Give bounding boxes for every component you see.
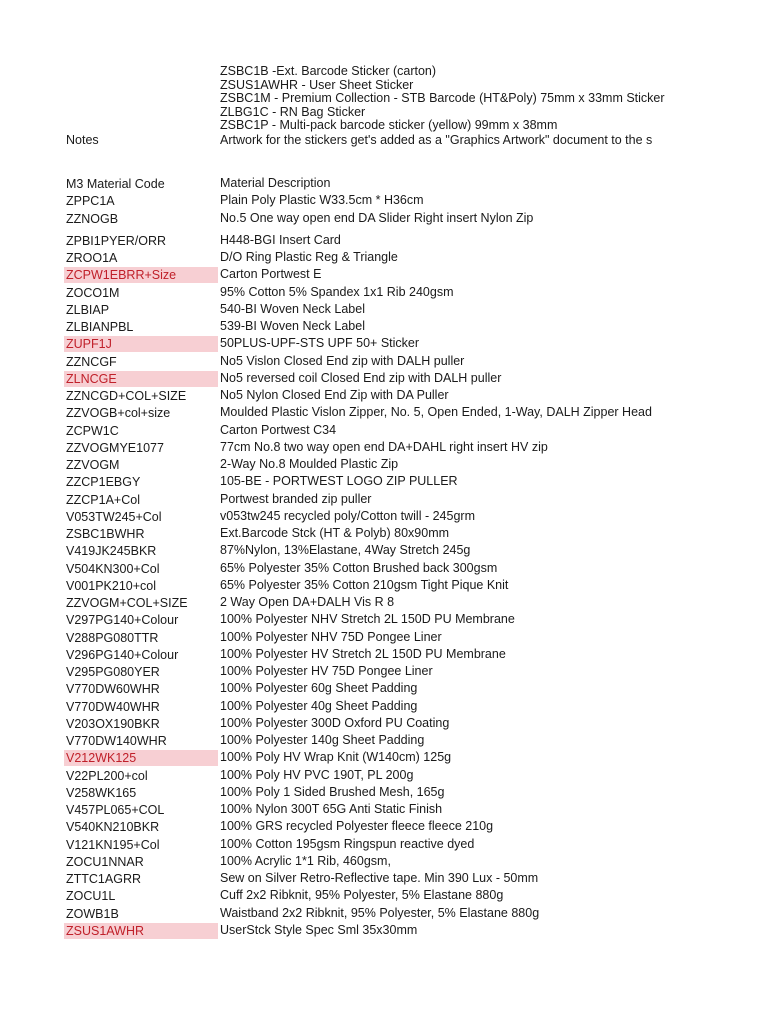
material-code-cell: V540KN210BKR xyxy=(66,820,160,835)
material-description-cell: 539-BI Woven Neck Label xyxy=(220,319,365,333)
material-description-cell: Carton Portwest E xyxy=(220,267,322,282)
material-description-cell: 100% Polyester 300D Oxford PU Coating xyxy=(220,715,450,730)
material-description-cell: 105-BE - PORTWEST LOGO ZIP PULLER xyxy=(220,474,458,489)
material-description-cell: 100% GRS recycled Polyester fleece fleece 210g xyxy=(220,819,494,834)
material-code-cell: V001PK210+col xyxy=(66,578,157,593)
table-row xyxy=(0,836,768,853)
material-description-cell: 100% Polyester 140g Sheet Padding xyxy=(220,733,425,747)
table-row xyxy=(0,542,768,559)
material-description-cell: No5 Vislon Closed End zip with DALH puller xyxy=(220,353,465,368)
material-description-cell: 2 Way Open DA+DALH Vis R 8 xyxy=(220,595,395,609)
material-description-cell: 100% Poly HV PVC 190T, PL 200g xyxy=(220,767,414,782)
sticker-line: ZSBC1M - Premium Collection - STB Barcode (HT&Poly) 75mm x 33mm Sticker xyxy=(220,91,665,105)
material-code-cell: ZZVOGB+col+size xyxy=(66,406,171,421)
material-description-cell: 100% Polyester HV 75D Pongee Liner xyxy=(220,664,433,678)
material-description-cell: Portwest branded zip puller xyxy=(220,491,372,506)
table-row xyxy=(0,801,768,818)
table-row xyxy=(0,370,768,387)
material-code-cell: ZZCP1EBGY xyxy=(66,475,141,490)
material-code-cell: V457PL065+COL xyxy=(66,803,165,817)
material-code-cell: V22PL200+col xyxy=(66,768,148,783)
material-description-cell: H448-BGI Insert Card xyxy=(220,232,341,247)
material-code-cell: ZZNCGD+COL+SIZE xyxy=(66,389,187,403)
material-description-cell: 50PLUS-UPF-STS UPF 50+ Sticker xyxy=(220,336,420,351)
material-code-cell: ZZVOGMYE1077 xyxy=(66,440,164,455)
material-code-cell: V258WK165 xyxy=(66,785,137,800)
material-description-cell: 77cm No.8 two way open end DA+DAHL right insert HV zip xyxy=(220,439,548,454)
material-code-cell: ZCPW1C xyxy=(66,423,119,438)
table-row xyxy=(0,749,768,766)
material-code-cell-highlighted: ZCPW1EBRR+Size xyxy=(64,267,218,283)
material-description-cell: 95% Cotton 5% Spandex 1x1 Rib 240gsm xyxy=(220,284,454,299)
table-row xyxy=(0,715,768,732)
table-row xyxy=(0,301,768,318)
material-description-cell: Carton Portwest C34 xyxy=(220,422,337,437)
material-description-cell: 100% Polyester NHV 75D Pongee Liner xyxy=(220,629,442,644)
material-description-cell: 65% Polyester 35% Cotton 210gsm Tight Pique Knit xyxy=(220,577,509,592)
table-row xyxy=(0,732,768,749)
material-code-cell: V296PG140+Colour xyxy=(66,647,179,662)
material-description-cell: 100% Poly 1 Sided Brushed Mesh, 165g xyxy=(220,784,445,799)
material-description-cell: No5 Nylon Closed End Zip with DA Puller xyxy=(220,388,449,402)
material-description-cell: Waistband 2x2 Ribknit, 95% Polyester, 5% Elastane 880g xyxy=(220,905,540,920)
material-description-cell: 100% Polyester 40g Sheet Padding xyxy=(220,698,418,713)
table-row xyxy=(0,525,768,542)
material-description-cell: 87%Nylon, 13%Elastane, 4Way Stretch 245g xyxy=(220,543,471,558)
material-code-cell: ZZVOGM xyxy=(66,458,120,472)
material-description-cell: 100% Acrylic 1*1 Rib, 460gsm, xyxy=(220,853,391,868)
material-code-cell: V121KN195+Col xyxy=(66,837,160,852)
material-code-cell: V297PG140+Colour xyxy=(66,613,179,628)
material-code-cell: V504KN300+Col xyxy=(66,561,160,576)
material-code-cell: ZLBIANPBL xyxy=(66,320,134,334)
material-description-cell: D/O Ring Plastic Reg & Triangle xyxy=(220,250,398,264)
material-code-cell: ZOCU1L xyxy=(66,889,116,904)
material-code-cell-highlighted: ZLNCGE xyxy=(64,371,218,387)
material-description-cell: 100% Polyester NHV Stretch 2L 150D PU Membrane xyxy=(220,612,515,627)
material-code-cell: V288PG080TTR xyxy=(66,630,159,645)
table-row xyxy=(0,560,768,577)
material-code-cell: V770DW140WHR xyxy=(66,734,167,748)
table-row xyxy=(0,318,768,335)
table-row xyxy=(0,629,768,646)
table-row xyxy=(0,594,768,611)
table-row xyxy=(0,284,768,301)
material-description-cell: UserStck Style Spec Sml 35x30mm xyxy=(220,922,418,937)
material-code-cell: ZLBIAP xyxy=(66,302,110,317)
sticker-line: ZSBC1B -Ext. Barcode Sticker (carton) xyxy=(220,65,437,78)
table-row xyxy=(0,887,768,904)
material-description-cell: 100% Polyester 60g Sheet Padding xyxy=(220,681,418,696)
material-description-cell: Sew on Silver Retro-Reflective tape. Min 390 Lux - 50mm xyxy=(220,871,539,885)
table-row xyxy=(0,853,768,870)
material-code-cell: V053TW245+Col xyxy=(66,509,162,524)
table-row xyxy=(0,335,768,352)
material-description-cell: No.5 One way open end DA Slider Right insert Nylon Zip xyxy=(220,210,534,225)
header-code-cell: M3 Material Code xyxy=(66,177,165,191)
table-row xyxy=(0,870,768,887)
material-code-cell: ZROO1A xyxy=(66,251,118,265)
material-code-cell: ZOCO1M xyxy=(66,285,120,300)
table-row xyxy=(0,439,768,456)
material-code-cell-highlighted: V212WK125 xyxy=(64,750,218,766)
table-row xyxy=(0,818,768,835)
table-row xyxy=(0,192,768,209)
material-table xyxy=(0,175,768,939)
material-description-cell: Ext.Barcode Stck (HT & Polyb) 80x90mm xyxy=(220,526,450,540)
material-code-cell: V295PG080YER xyxy=(66,665,160,679)
table-row xyxy=(0,232,768,249)
table-row xyxy=(0,905,768,922)
material-code-cell: V770DW40WHR xyxy=(66,699,160,714)
table-row xyxy=(0,491,768,508)
material-code-cell: ZZNCGF xyxy=(66,354,117,369)
material-description-cell: 540-BI Woven Neck Label xyxy=(220,301,365,316)
table-row xyxy=(0,266,768,283)
material-code-cell: ZZCP1A+Col xyxy=(66,492,140,507)
material-code-cell: V419JK245BKR xyxy=(66,544,157,559)
material-description-cell: Plain Poly Plastic W33.5cm * H36cm xyxy=(220,193,424,208)
table-row xyxy=(0,611,768,628)
material-code-cell: V203OX190BKR xyxy=(66,716,160,731)
material-description-cell: 100% Polyester HV Stretch 2L 150D PU Membrane xyxy=(220,646,506,661)
notes-text: Artwork for the stickers get's added as a "Graphics Artwork" document to the s xyxy=(220,133,653,147)
notes-row xyxy=(0,132,768,149)
table-row xyxy=(0,249,768,266)
table-row xyxy=(0,698,768,715)
table-row xyxy=(0,508,768,525)
material-description-cell: Moulded Plastic Vislon Zipper, No. 5, Open Ended, 1-Way, DALH Zipper Head xyxy=(220,405,652,420)
material-description-cell: 100% Nylon 300T 65G Anti Static Finish xyxy=(220,802,443,816)
table-row xyxy=(0,422,768,439)
table-row xyxy=(0,922,768,939)
material-code-cell: ZOWB1B xyxy=(66,906,119,921)
sticker-list xyxy=(220,65,675,133)
material-code-cell: ZPBI1PYER/ORR xyxy=(66,233,167,248)
sticker-line: ZLBG1C - RN Bag Sticker xyxy=(220,104,366,119)
table-row xyxy=(0,767,768,784)
table-row xyxy=(0,456,768,473)
material-code-cell: ZZVOGM+COL+SIZE xyxy=(66,596,188,610)
table-row xyxy=(0,473,768,490)
table-row xyxy=(0,663,768,680)
material-code-cell-highlighted: ZUPF1J xyxy=(64,336,218,352)
material-code-cell: V770DW60WHR xyxy=(66,682,160,697)
table-row xyxy=(0,387,768,404)
material-description-cell: No5 reversed coil Closed End zip with DALH puller xyxy=(220,370,502,385)
material-description-cell: 100% Poly HV Wrap Knit (W140cm) 125g xyxy=(220,750,452,765)
table-row xyxy=(0,210,768,227)
material-description-cell: 65% Polyester 35% Cotton Brushed back 300gsm xyxy=(220,560,498,575)
notes-label: Notes xyxy=(66,133,99,147)
material-code-cell-highlighted: ZSUS1AWHR xyxy=(64,923,218,939)
header-description-cell: Material Description xyxy=(220,176,331,190)
material-description-cell: Cuff 2x2 Ribknit, 95% Polyester, 5% Elastane 880g xyxy=(220,888,504,903)
material-code-cell: ZOCU1NNAR xyxy=(66,854,144,869)
material-description-cell: v053tw245 recycled poly/Cotton twill - 245grm xyxy=(220,508,475,523)
table-row xyxy=(0,784,768,801)
table-row xyxy=(0,404,768,421)
material-code-cell: ZTTC1AGRR xyxy=(66,872,141,886)
table-row xyxy=(0,353,768,370)
table-header-row xyxy=(0,175,768,192)
sticker-line: ZSUS1AWHR - User Sheet Sticker xyxy=(220,77,414,92)
material-code-cell: ZSBC1BWHR xyxy=(66,527,145,541)
material-description-cell: 2-Way No.8 Moulded Plastic Zip xyxy=(220,457,399,471)
material-code-cell: ZZNOGB xyxy=(66,211,119,226)
table-row xyxy=(0,680,768,697)
material-description-cell: 100% Cotton 195gsm Ringspun reactive dyed xyxy=(220,836,475,851)
table-row xyxy=(0,646,768,663)
table-row xyxy=(0,577,768,594)
material-code-cell: ZPPC1A xyxy=(66,194,115,209)
sticker-line: ZSBC1P - Multi-pack barcode sticker (yellow) 99mm x 38mm xyxy=(220,118,558,132)
